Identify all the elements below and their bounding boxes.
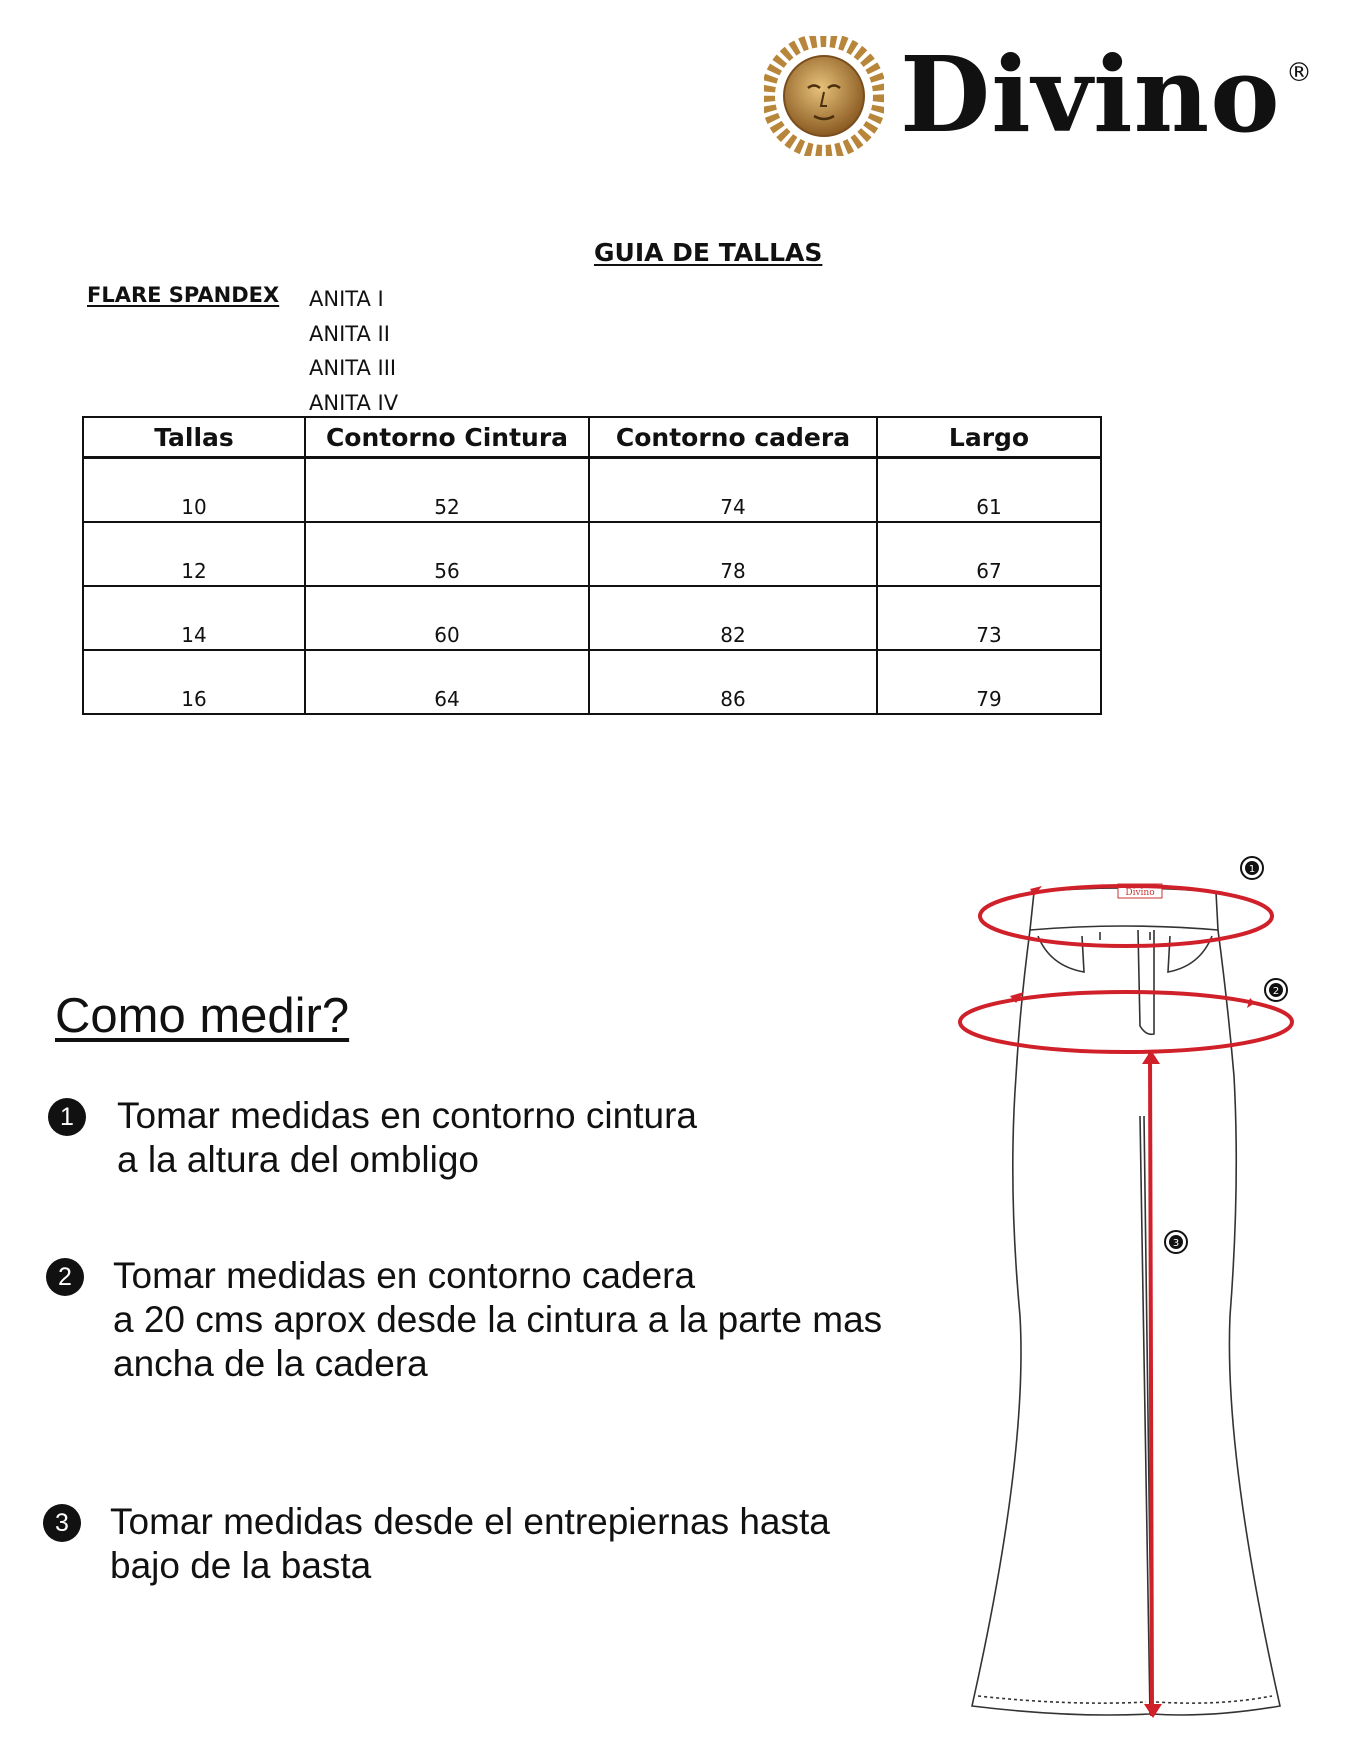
hip-measure-line bbox=[960, 992, 1292, 1052]
cell-size: 12 bbox=[83, 522, 305, 586]
cell-length: 73 bbox=[877, 586, 1101, 650]
column-header-hip: Contorno cadera bbox=[589, 417, 877, 458]
table-row bbox=[83, 586, 1101, 650]
cell-length: 67 bbox=[877, 522, 1101, 586]
cell-waist: 52 bbox=[305, 458, 589, 523]
registered-mark: ® bbox=[1286, 58, 1312, 88]
table-row bbox=[83, 522, 1101, 586]
table-row bbox=[83, 458, 1101, 523]
step-line: a 20 cms aprox desde la cintura a la parte mas bbox=[113, 1299, 883, 1340]
cell-hip: 78 bbox=[589, 522, 877, 586]
table-row bbox=[83, 650, 1101, 714]
marker-3 bbox=[1165, 1231, 1187, 1253]
svg-text:1: 1 bbox=[1248, 864, 1256, 875]
size-table bbox=[82, 416, 1102, 715]
step-line: ancha de la cadera bbox=[113, 1343, 428, 1384]
step-line: Tomar medidas desde el entrepiernas hasta bbox=[110, 1501, 830, 1542]
marker-1 bbox=[1241, 857, 1263, 879]
inseam-measure-line bbox=[1150, 1052, 1152, 1716]
cell-length: 79 bbox=[877, 650, 1101, 714]
cell-size: 16 bbox=[83, 650, 305, 714]
svg-text:3: 3 bbox=[1172, 1238, 1180, 1249]
step-line: a la altura del ombligo bbox=[117, 1139, 479, 1180]
guide-title: GUIA DE TALLAS bbox=[594, 238, 823, 267]
model-name: FLARE SPANDEX bbox=[87, 283, 280, 307]
step-line: bajo de la basta bbox=[110, 1545, 372, 1586]
svg-text:2: 2 bbox=[1272, 986, 1280, 997]
step-number-badge: 2 bbox=[46, 1258, 84, 1296]
cell-size: 14 bbox=[83, 586, 305, 650]
brand-logo bbox=[764, 28, 1324, 158]
cell-waist: 64 bbox=[305, 650, 589, 714]
step-number-badge: 3 bbox=[43, 1504, 81, 1542]
table-header-row bbox=[83, 417, 1101, 458]
step-line: Tomar medidas en contorno cintura bbox=[117, 1095, 697, 1136]
step-line: Tomar medidas en contorno cadera bbox=[113, 1255, 696, 1296]
cell-hip: 82 bbox=[589, 586, 877, 650]
variant-list bbox=[309, 282, 398, 420]
column-header-length: Largo bbox=[877, 417, 1101, 458]
step-number-badge: 1 bbox=[48, 1098, 86, 1136]
marker-2 bbox=[1265, 979, 1287, 1001]
cell-waist: 60 bbox=[305, 586, 589, 650]
inseam-arrow-down-icon bbox=[1144, 1704, 1162, 1718]
sun-seal-icon bbox=[764, 36, 884, 156]
column-header-size: Tallas bbox=[83, 417, 305, 458]
variant-item: ANITA I bbox=[309, 287, 384, 311]
variant-item: ANITA III bbox=[309, 356, 397, 380]
variant-item: ANITA IV bbox=[309, 390, 399, 415]
step-text bbox=[113, 1254, 882, 1386]
brand-wordmark: Divino bbox=[900, 33, 1281, 156]
cell-length: 61 bbox=[877, 458, 1101, 523]
how-to-title: Como medir? bbox=[55, 989, 350, 1043]
cell-waist: 56 bbox=[305, 522, 589, 586]
brand-label-text: Divino bbox=[1125, 888, 1155, 898]
cell-hip: 86 bbox=[589, 650, 877, 714]
step-text bbox=[117, 1094, 697, 1182]
flare-pants-illustration bbox=[950, 856, 1330, 1736]
column-header-waist: Contorno Cintura bbox=[305, 417, 589, 458]
cell-size: 10 bbox=[83, 458, 305, 523]
cell-hip: 74 bbox=[589, 458, 877, 523]
step-text bbox=[110, 1500, 830, 1588]
variant-item: ANITA II bbox=[309, 321, 390, 346]
